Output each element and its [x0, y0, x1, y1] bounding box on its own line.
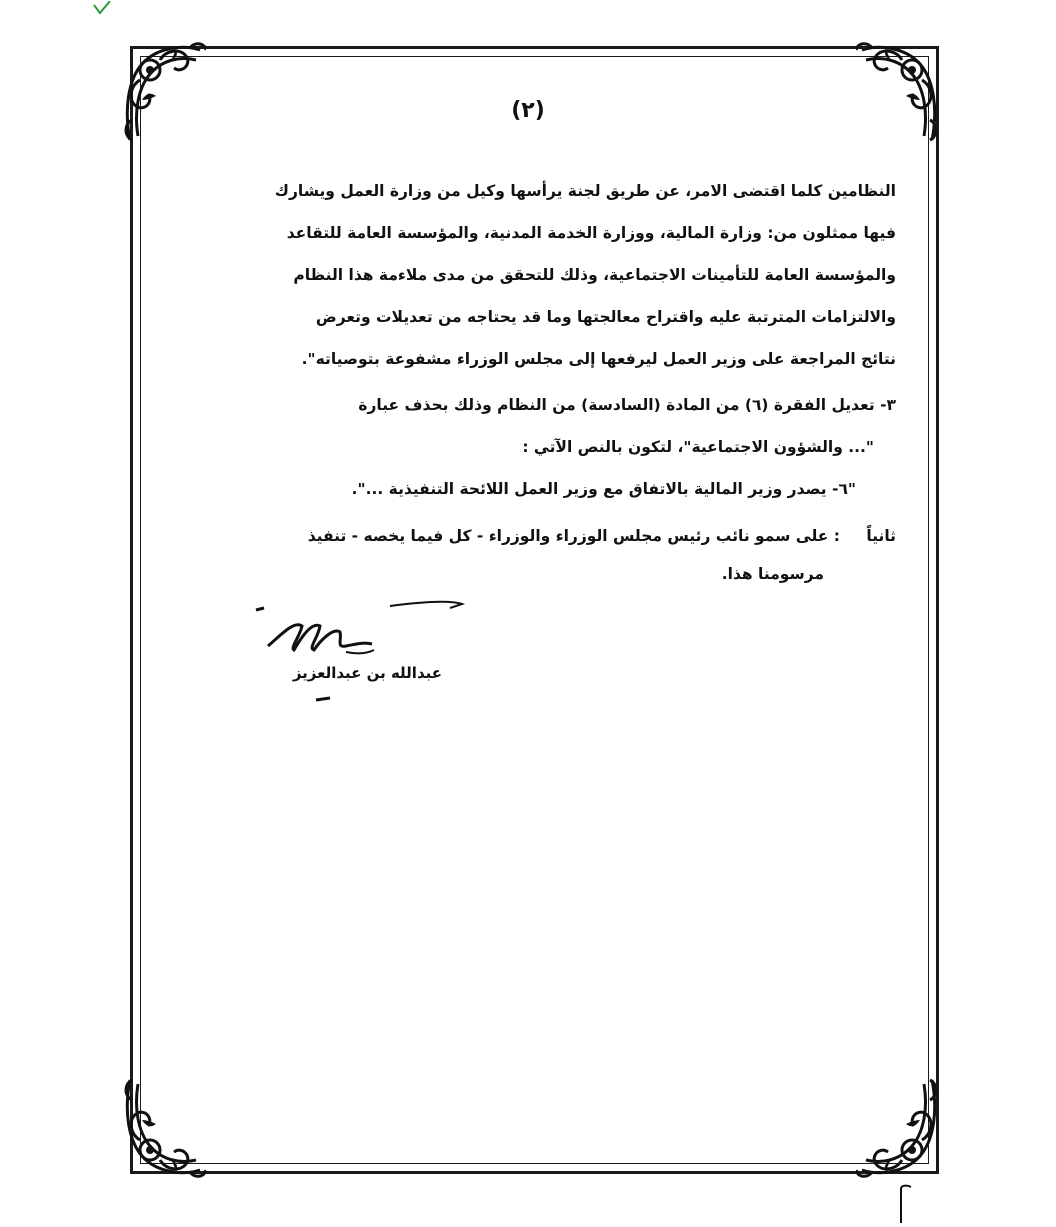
second-clause-line-2: مرسومنا هذا.	[721, 565, 824, 583]
paragraph-line: النظامين كلما اقتضى الامر، عن طريق لجنة يرأسها وكيل من وزارة العمل ويشارك	[274, 182, 896, 200]
signer-name: عبدالله بن عبدالعزيز	[292, 664, 442, 682]
amendment-item-3	[172, 384, 896, 510]
item3-line-1: ٣- تعديل الفقرة (٦) من المادة (السادسة) من النظام وذلك بحذف عبارة	[358, 396, 896, 414]
item3-line-2: "... والشؤون الاجتماعية"، لتكون بالنص الآتي :	[522, 438, 874, 456]
item3-line-3: "٦- يصدر وزير المالية بالاتفاق مع وزير العمل اللائحة التنفيذية ...".	[351, 480, 856, 498]
paragraph-line: نتائج المراجعة على وزير العمل ليرفعها إلى مجلس الوزراء مشفوعة بتوصياته".	[301, 350, 896, 368]
ornament-corner-bottom-right	[856, 1068, 942, 1180]
second-label: ثانياً	[866, 527, 896, 545]
second-text: : على سمو نائب رئيس مجلس الوزراء والوزراء - كل فيما يخصه - تنفيذ	[307, 527, 840, 545]
paragraph-line: فيها ممثلون من: وزارة المالية، ووزارة الخدمة المدنية، والمؤسسة العامة للتقاعد	[286, 224, 896, 242]
second-clause-line-1	[160, 517, 896, 555]
page-number: (٢)	[511, 98, 545, 123]
ornament-corner-top-left	[120, 40, 206, 152]
body-paragraph	[188, 170, 896, 380]
ornament-corner-bottom-left	[120, 1068, 206, 1180]
paragraph-line: والالتزامات المترتبة عليه واقتراح معالجتها وما قد يحتاجه من تعديلات وتعرض	[315, 308, 896, 326]
second-clause	[160, 517, 896, 593]
margin-tick-icon	[92, 0, 112, 14]
signature-graphic	[250, 596, 480, 716]
paragraph-line: والمؤسسة العامة للتأمينات الاجتماعية، وذلك للتحقق من مدى ملاءمة هذا النظام	[293, 266, 896, 284]
page-edge-mark	[897, 1183, 917, 1223]
ornament-corner-top-right	[856, 40, 942, 152]
